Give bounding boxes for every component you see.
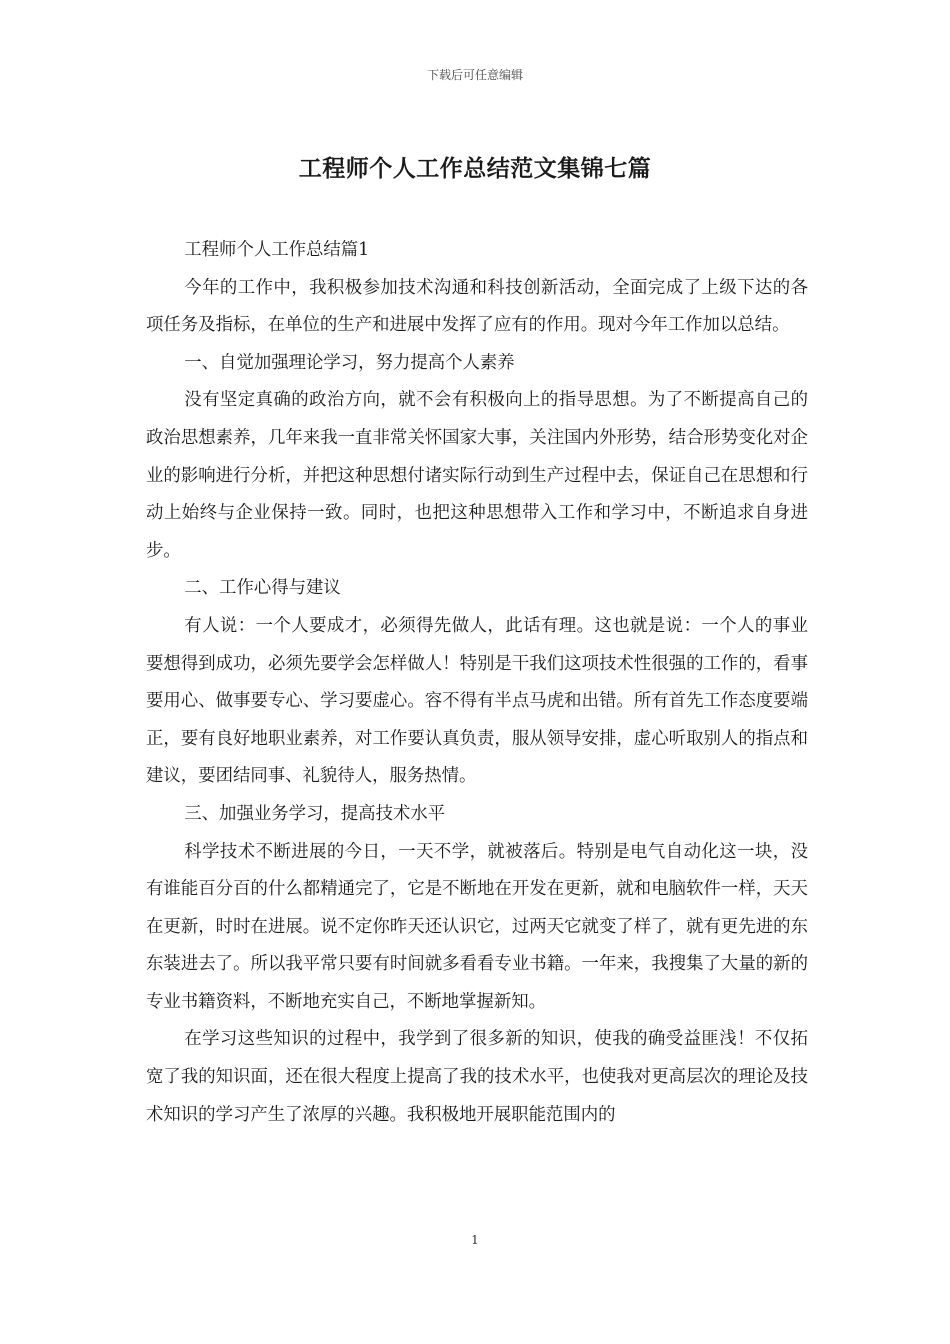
body-paragraph: 有人说：一个人要成才，必须得先做人，此话有理。这也就是说：一个人的事业要想得到成功，必须先要学会怎样做人！特别是干我们这项技术性很强的工作的，看事要用心、做事要专心、学习要虚心。容不得有半点马虎和出错。所有首先工作态度要端正，要有良好地职业素养，对工作要认真负责，服从领导安排，虚心听取别人的指点和建议，要团结同事、礼貌待人，服务热情。 [146, 615, 808, 787]
body-paragraph: 科学技术不断进展的今日，一天不学，就被落后。特别是电气自动化这一块，没有谁能百分百的什么都精通完了，它是不断地在开发在更新，就和电脑软件一样，天天在更新，时时在进展。说不定你昨天还认识它，过两天它就变了样了，就有更先进的东东装进去了。所以我平常只要有时间就多看看专业书籍。一年来，我搜集了大量的新的专业书籍资料，不断地充实自己，不断地掌握新知。 [146, 841, 808, 1012]
body-paragraph: 在学习这些知识的过程中，我学到了很多新的知识，使我的确受益匪浅！不仅拓宽了我的知识面，还在很大程度上提高了我的技术水平，也使我对更高层次的理论及技术知识的学习产生了浓厚的兴趣。我积极地开展职能范围内的 [146, 1029, 808, 1125]
subheading-3: 三、加强业务学习，提高技术水平 [184, 803, 446, 824]
header-note: 下载后可任意编辑 [426, 68, 523, 82]
document-title: 工程师个人工作总结范文集锦七篇 [298, 155, 652, 182]
page-number: 1 [471, 1233, 479, 1247]
document-body [146, 232, 808, 1134]
body-paragraph: 没有坚定真确的政治方向，就不会有积极向上的指导思想。为了不断提高自己的政治思想素养，几年来我一直非常关怀国家大事，关注国内外形势，结合形势变化对企业的影响进行分析，并把这种思想付诸实际行动到生产过程中去，保证自己在思想和行动上始终与企业保持一致。同时，也把这种思想带入工作和学习中，不断追求自身进步。 [146, 390, 808, 561]
subheading-2: 二、工作心得与建议 [184, 578, 341, 599]
body-paragraph: 今年的工作中，我积极参加技术沟通和科技创新活动，全面完成了上级下达的各项任务及指标，在单位的生产和进展中发挥了应有的作用。现对今年工作加以总结。 [146, 277, 808, 336]
section-heading-1: 工程师个人工作总结篇1 [184, 240, 370, 260]
subheading-1: 一、自觉加强理论学习，努力提高个人素养 [184, 352, 515, 373]
